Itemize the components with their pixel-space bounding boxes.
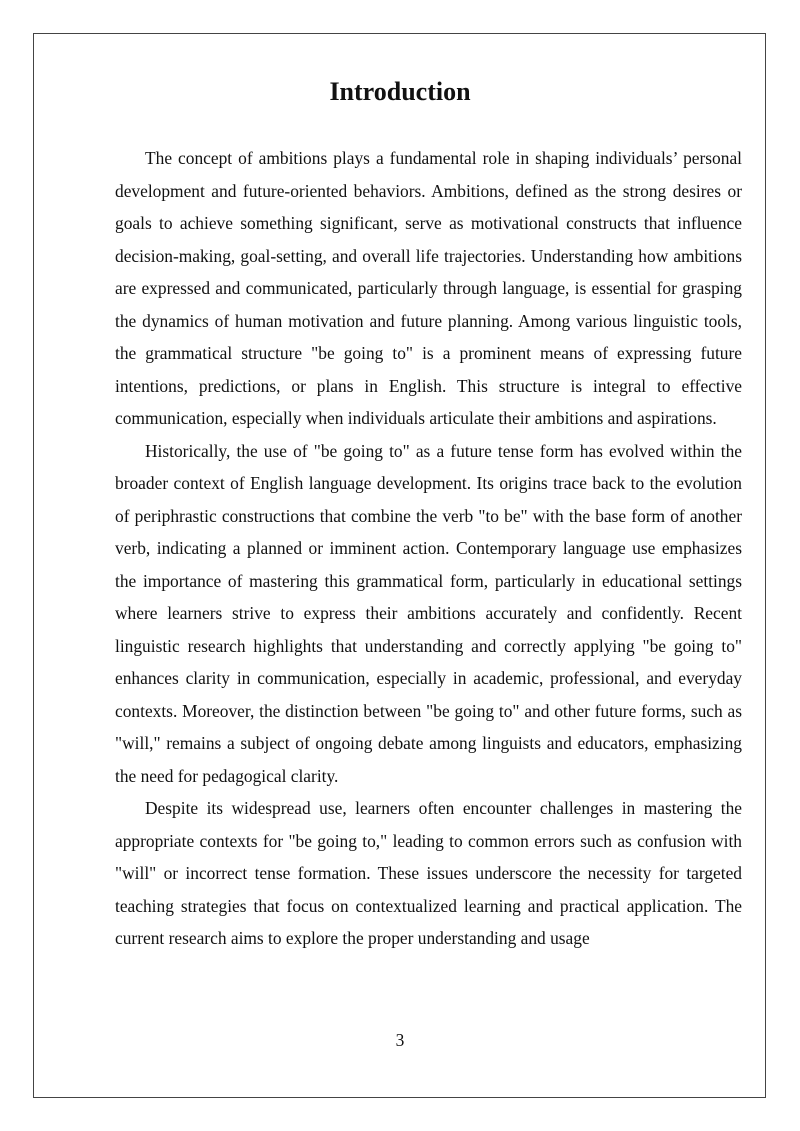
page-number: 3 xyxy=(395,1030,405,1050)
paragraph-1: The concept of ambitions plays a fundamental role in shaping individuals’ personal development and future-oriented behaviors. Ambitions, defined as the strong desires or goals to achieve something significant, serve as motivational constructs that influence decision-making, goal-setting, and overall life trajectories. Understanding how ambitions are expressed and communicated, particularly through language, is essential for grasping the dynamics of human motivation and future planning. Among various linguistic tools, the grammatical structure "be going to" is a prominent means of expressing future intentions, predictions, or plans in English. This structure is integral to effective communication, especially when individuals articulate their ambitions and aspirations. xyxy=(115,148,742,428)
paragraph-2: Historically, the use of "be going to" as a future tense form has evolved within the broader context of English language development. Its origins trace back to the evolution of periphrastic constructions that combine the verb "to be" with the base form of another verb, indicating a planned or imminent action. Contemporary language use emphasizes the importance of mastering this grammatical form, particularly in educational settings where learners strive to express their ambitions accurately and confidently. Recent linguistic research highlights that understanding and correctly applying "be going to" enhances clarity in communication, especially in academic, professional, and everyday contexts. Moreover, the distinction between "be going to" and other future forms, such as "will," remains a subject of ongoing debate among linguists and educators, emphasizing the need for pedagogical clarity. xyxy=(115,440,742,786)
page-title: Introduction xyxy=(329,77,471,106)
body-text xyxy=(115,142,742,955)
paragraph-3: Despite its widespread use, learners often encounter challenges in mastering the appropriate contexts for "be going to," leading to common errors such as confusion with "will" or incorrect tense formation. These issues underscore the necessity for targeted teaching strategies that focus on contextualized learning and practical application. The current research aims to explore the proper understanding and usage xyxy=(115,798,742,948)
